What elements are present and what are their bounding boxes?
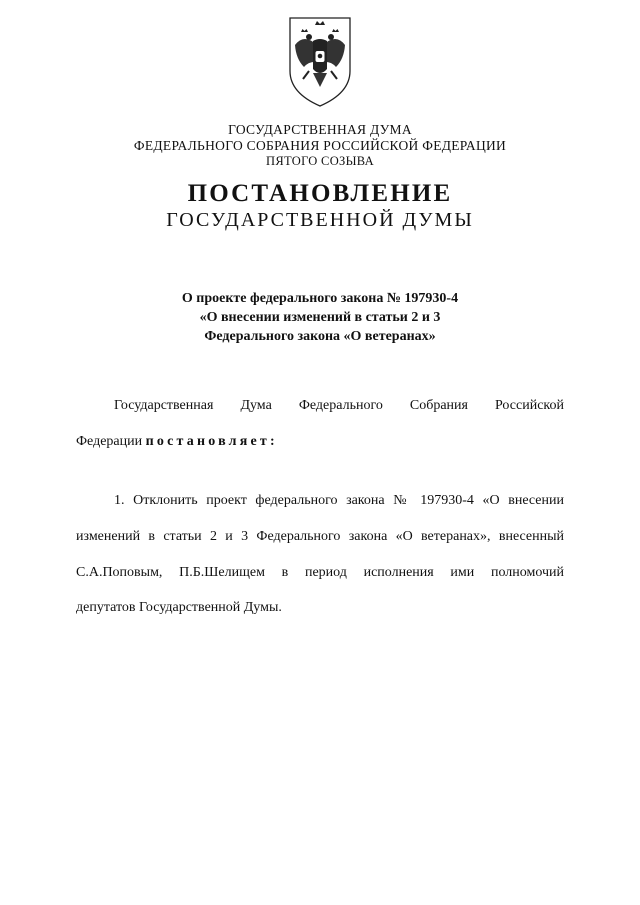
preamble-line-2: [76, 432, 564, 451]
org-line-3: ПЯТОГО СОЗЫВА: [266, 154, 374, 168]
subject-line-1: О проекте федерального закона № 197930-4: [181, 291, 459, 306]
item-1-line-2: изменений в статьи 2 и 3 Федерального закона «О ветеранах», внесенный: [76, 529, 564, 544]
subject-line-3: Федерального закона «О ветеранах»: [204, 329, 436, 344]
preamble-prefix: Федерации: [76, 434, 146, 449]
item-1-line-3: С.А.Поповым, П.Б.Шелищем в период исполнения ими полномочий: [76, 565, 564, 580]
document-subtitle: ГОСУДАРСТВЕННОЙ ДУМЫ: [166, 209, 474, 231]
subject-line-2: «О внесении изменений в статьи 2 и 3: [199, 310, 441, 325]
org-line-1: ГОСУДАРСТВЕННАЯ ДУМА: [228, 122, 412, 137]
preamble-line-1: Государственная Дума Федерального Собрания Российской: [114, 398, 564, 413]
item-1-line-4: депутатов Государственной Думы.: [76, 600, 282, 615]
org-line-2: ФЕДЕРАЛЬНОГО СОБРАНИЯ РОССИЙСКОЙ ФЕДЕРАЦИИ: [133, 138, 507, 153]
item-1-line-1: 1. Отклонить проект федерального закона № 197930-4 «О внесении: [114, 493, 564, 508]
decree-word: постановляет:: [145, 434, 278, 449]
russian-coat-of-arms-icon: [287, 15, 353, 109]
document-type: ПОСТАНОВЛЕНИЕ: [187, 180, 453, 207]
